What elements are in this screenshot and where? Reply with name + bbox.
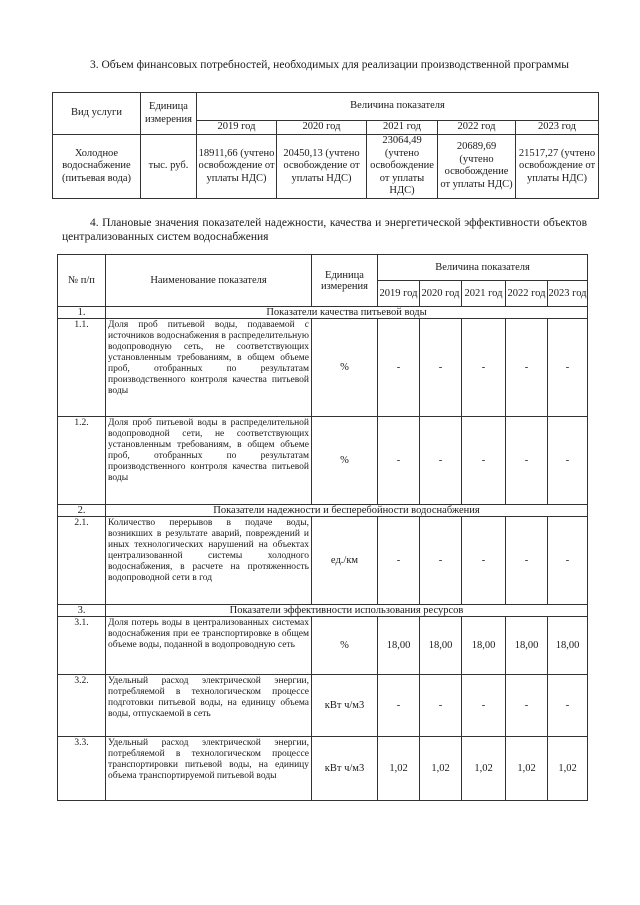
- value-cell: -: [548, 675, 588, 737]
- value-cell: -: [506, 319, 548, 417]
- unit-cell: кВт ч/м3: [312, 675, 378, 737]
- value-cell: -: [462, 675, 506, 737]
- value-cell: -: [420, 675, 462, 737]
- group-num: 3.: [58, 605, 106, 617]
- year-header: 2020 год: [420, 281, 462, 307]
- unit-cell: тыс. руб.: [141, 135, 197, 199]
- group-title: Показатели эффективности использования ресурсов: [106, 605, 588, 617]
- col-header-unit: Единица измерения: [312, 255, 378, 307]
- value-cell: 1,02: [378, 737, 420, 801]
- year-header: 2019 год: [378, 281, 420, 307]
- value-cell: -: [548, 517, 588, 605]
- row-num: 3.1.: [58, 617, 106, 675]
- col-header-value: Величина показателя: [378, 255, 588, 281]
- value-cell: -: [378, 675, 420, 737]
- year-header: 2023 год: [516, 121, 599, 135]
- value-cell: 1,02: [462, 737, 506, 801]
- value-cell: 18911,66 (учтено освобождение от уплаты НДС): [197, 135, 277, 199]
- year-header: 2021 год: [462, 281, 506, 307]
- row-num: 1.1.: [58, 319, 106, 417]
- col-header-unit: Единица измерения: [141, 93, 197, 135]
- section-4-heading: 4. Плановые значения показателей надежности, качества и энергетической эффективности объектов централизованных систем водоснабжения: [62, 217, 587, 243]
- value-cell: 23064,49 (учтено освобождение от уплаты НДС): [367, 135, 438, 199]
- year-header: 2023 год: [548, 281, 588, 307]
- indicator-name: Доля потерь воды в централизованных системах водоснабжения при ее транспортировке в общем объеме воды, поданной в водопроводную сеть: [106, 617, 312, 675]
- value-cell: 18,00: [420, 617, 462, 675]
- value-cell: -: [462, 319, 506, 417]
- value-cell: 1,02: [420, 737, 462, 801]
- group-num: 1.: [58, 307, 106, 319]
- value-cell: -: [420, 417, 462, 505]
- unit-cell: ед./км: [312, 517, 378, 605]
- col-header-num: № п/п: [58, 255, 106, 307]
- value-cell: -: [420, 319, 462, 417]
- col-header-service: Вид услуги: [53, 93, 141, 135]
- value-cell: -: [378, 417, 420, 505]
- row-num: 1.2.: [58, 417, 106, 505]
- value-cell: -: [378, 517, 420, 605]
- unit-cell: %: [312, 417, 378, 505]
- row-num: 3.3.: [58, 737, 106, 801]
- value-cell: -: [506, 675, 548, 737]
- value-cell: -: [506, 517, 548, 605]
- indicator-name: Количество перерывов в подаче воды, возникших в результате аварий, повреждений и иных технологических нарушений на объектах централизованной системы холодного водоснабжения, в расчете на протяженность водопроводной сети в год: [106, 517, 312, 605]
- value-cell: 20450,13 (учтено освобождение от уплаты НДС): [277, 135, 367, 199]
- value-cell: 1,02: [506, 737, 548, 801]
- year-header: 2022 год: [506, 281, 548, 307]
- value-cell: 18,00: [378, 617, 420, 675]
- value-cell: 21517,27 (учтено освобождение от уплаты НДС): [516, 135, 599, 199]
- value-cell: 18,00: [506, 617, 548, 675]
- value-cell: -: [462, 517, 506, 605]
- year-header: 2019 год: [197, 121, 277, 135]
- col-header-name: Наименование показателя: [106, 255, 312, 307]
- unit-cell: %: [312, 319, 378, 417]
- value-cell: -: [548, 417, 588, 505]
- value-cell: 18,00: [462, 617, 506, 675]
- value-cell: -: [506, 417, 548, 505]
- value-cell: 20689,69 (учтено освобождение от уплаты НДС): [438, 135, 516, 199]
- group-num: 2.: [58, 505, 106, 517]
- year-header: 2022 год: [438, 121, 516, 135]
- financial-needs-table: [52, 92, 599, 199]
- year-header: 2020 год: [277, 121, 367, 135]
- row-num: 3.2.: [58, 675, 106, 737]
- indicator-name: Удельный расход электрической энергии, потребляемой в технологическом процессе подготовки питьевой воды, на единицу объема воды, отпускаемой в сеть: [106, 675, 312, 737]
- value-cell: 18,00: [548, 617, 588, 675]
- col-header-value: Величина показателя: [197, 93, 599, 121]
- unit-cell: кВт ч/м3: [312, 737, 378, 801]
- indicator-name: Доля проб питьевой воды, подаваемой с источников водоснабжения в распределительную водопроводную сеть, не соответствующих установленным требованиям, в общем объеме проб, отобранных по результатам производственного контроля качества питьевой воды: [106, 319, 312, 417]
- value-cell: -: [462, 417, 506, 505]
- value-cell: -: [420, 517, 462, 605]
- unit-cell: %: [312, 617, 378, 675]
- section-3-heading: 3. Объем финансовых потребностей, необходимых для реализации производственной программы: [90, 59, 569, 71]
- indicator-name: Доля проб питьевой воды в распределительной водопроводной сети, не соответствующих установленным требованиям, в общем объеме проб, отобранных по результатам производственного контроля качества питьевой воды: [106, 417, 312, 505]
- year-header: 2021 год: [367, 121, 438, 135]
- row-num: 2.1.: [58, 517, 106, 605]
- service-cell: Холодное водоснабжение (питьевая вода): [53, 135, 141, 199]
- value-cell: 1,02: [548, 737, 588, 801]
- group-title: Показатели надежности и бесперебойности водоснабжения: [106, 505, 588, 517]
- value-cell: -: [548, 319, 588, 417]
- indicators-table: [57, 254, 588, 801]
- value-cell: -: [378, 319, 420, 417]
- group-title: Показатели качества питьевой воды: [106, 307, 588, 319]
- indicator-name: Удельный расход электрической энергии, потребляемой в технологическом процессе транспортировки питьевой воды, на единицу объема транспортируемой питьевой воды: [106, 737, 312, 801]
